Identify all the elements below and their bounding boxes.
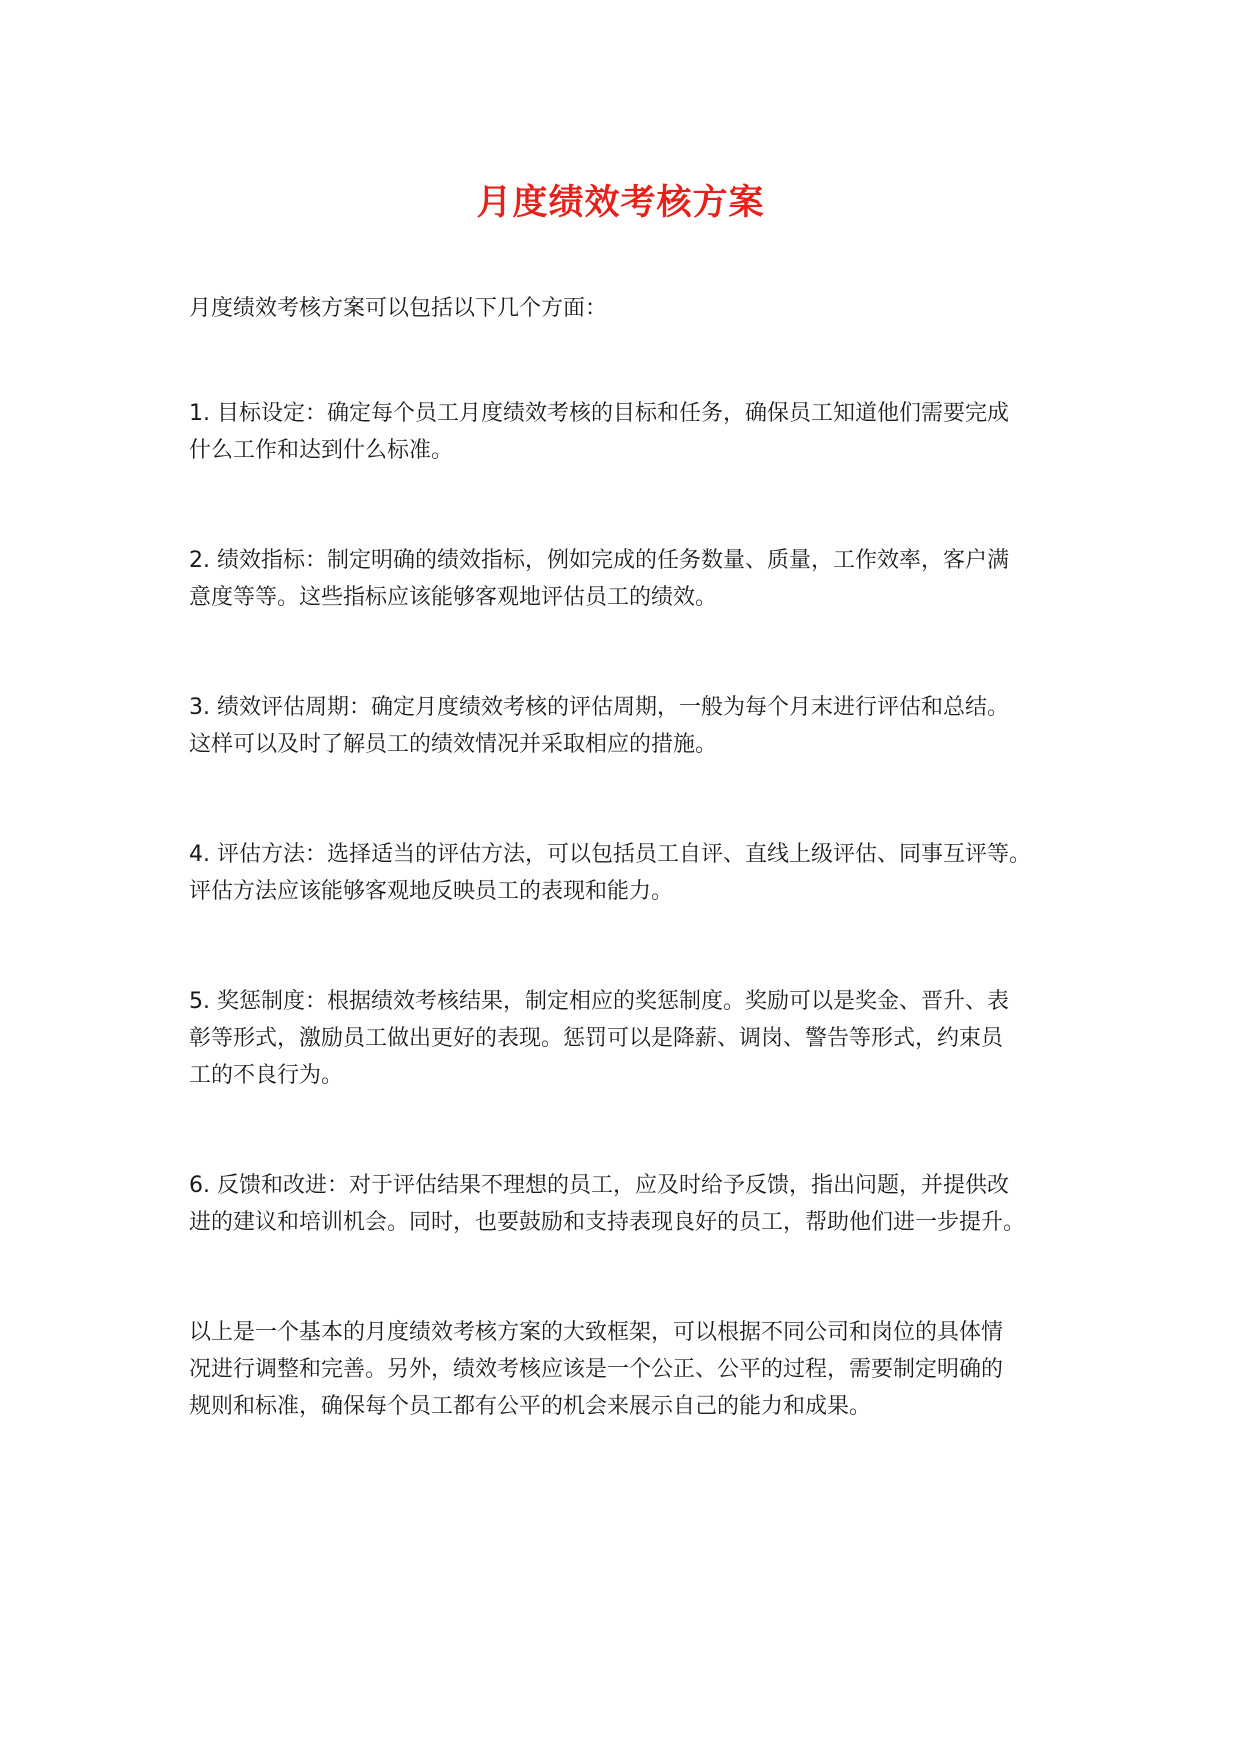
item-1-line-1: 1. 目标设定：确定每个员工月度绩效考核的目标和任务，确保员工知道他们需要完成 <box>189 401 1009 426</box>
item-2-line-2: 意度等等。这些指标应该能够客观地评估员工的绩效。 <box>189 585 718 610</box>
document-title: 月度绩效考核方案 <box>476 183 765 223</box>
item-5-line-2: 彰等形式，激励员工做出更好的表现。惩罚可以是降薪、调岗、警告等形式，约束员 <box>189 1026 1004 1051</box>
intro-paragraph <box>189 290 1069 327</box>
conclusion-line-2: 况进行调整和完善。另外，绩效考核应该是一个公正、公平的过程，需要制定明确的 <box>189 1357 1004 1382</box>
conclusion-paragraph <box>189 1314 1069 1425</box>
item-6-line-1: 6. 反馈和改进：对于评估结果不理想的员工，应及时给予反馈，指出问题，并提供改 <box>189 1173 1009 1198</box>
conclusion-line-1: 以上是一个基本的月度绩效考核方案的大致框架，可以根据不同公司和岗位的具体情 <box>189 1320 1004 1345</box>
item-5-line-3: 工的不良行为。 <box>189 1063 344 1088</box>
item-1-line-2: 什么工作和达到什么标准。 <box>189 438 454 463</box>
item-4-line-1: 4. 评估方法：选择适当的评估方法，可以包括员工自评、直线上级评估、同事互评等。 <box>189 842 1031 867</box>
item-3-line-1: 3. 绩效评估周期：确定月度绩效考核的评估周期，一般为每个月末进行评估和总结。 <box>189 695 1009 720</box>
item-6-paragraph <box>189 1167 1069 1241</box>
item-3-line-2: 这样可以及时了解员工的绩效情况并采取相应的措施。 <box>189 732 718 757</box>
item-6-line-2: 进的建议和培训机会。同时，也要鼓励和支持表现良好的员工，帮助他们进一步提升。 <box>189 1210 1026 1235</box>
item-5-paragraph <box>189 983 1069 1094</box>
intro-line: 月度绩效考核方案可以包括以下几个方面： <box>189 296 608 321</box>
item-4-paragraph <box>189 836 1069 910</box>
item-1-paragraph <box>189 395 1069 469</box>
conclusion-line-3: 规则和标准，确保每个员工都有公平的机会来展示自己的能力和成果。 <box>189 1394 872 1419</box>
item-4-line-2: 评估方法应该能够客观地反映员工的表现和能力。 <box>189 879 674 904</box>
item-5-line-1: 5. 奖惩制度：根据绩效考核结果，制定相应的奖惩制度。奖励可以是奖金、晋升、表 <box>189 989 1009 1014</box>
item-2-line-1: 2. 绩效指标：制定明确的绩效指标，例如完成的任务数量、质量，工作效率，客户满 <box>189 548 1009 573</box>
item-3-paragraph <box>189 689 1069 763</box>
item-2-paragraph <box>189 542 1069 616</box>
